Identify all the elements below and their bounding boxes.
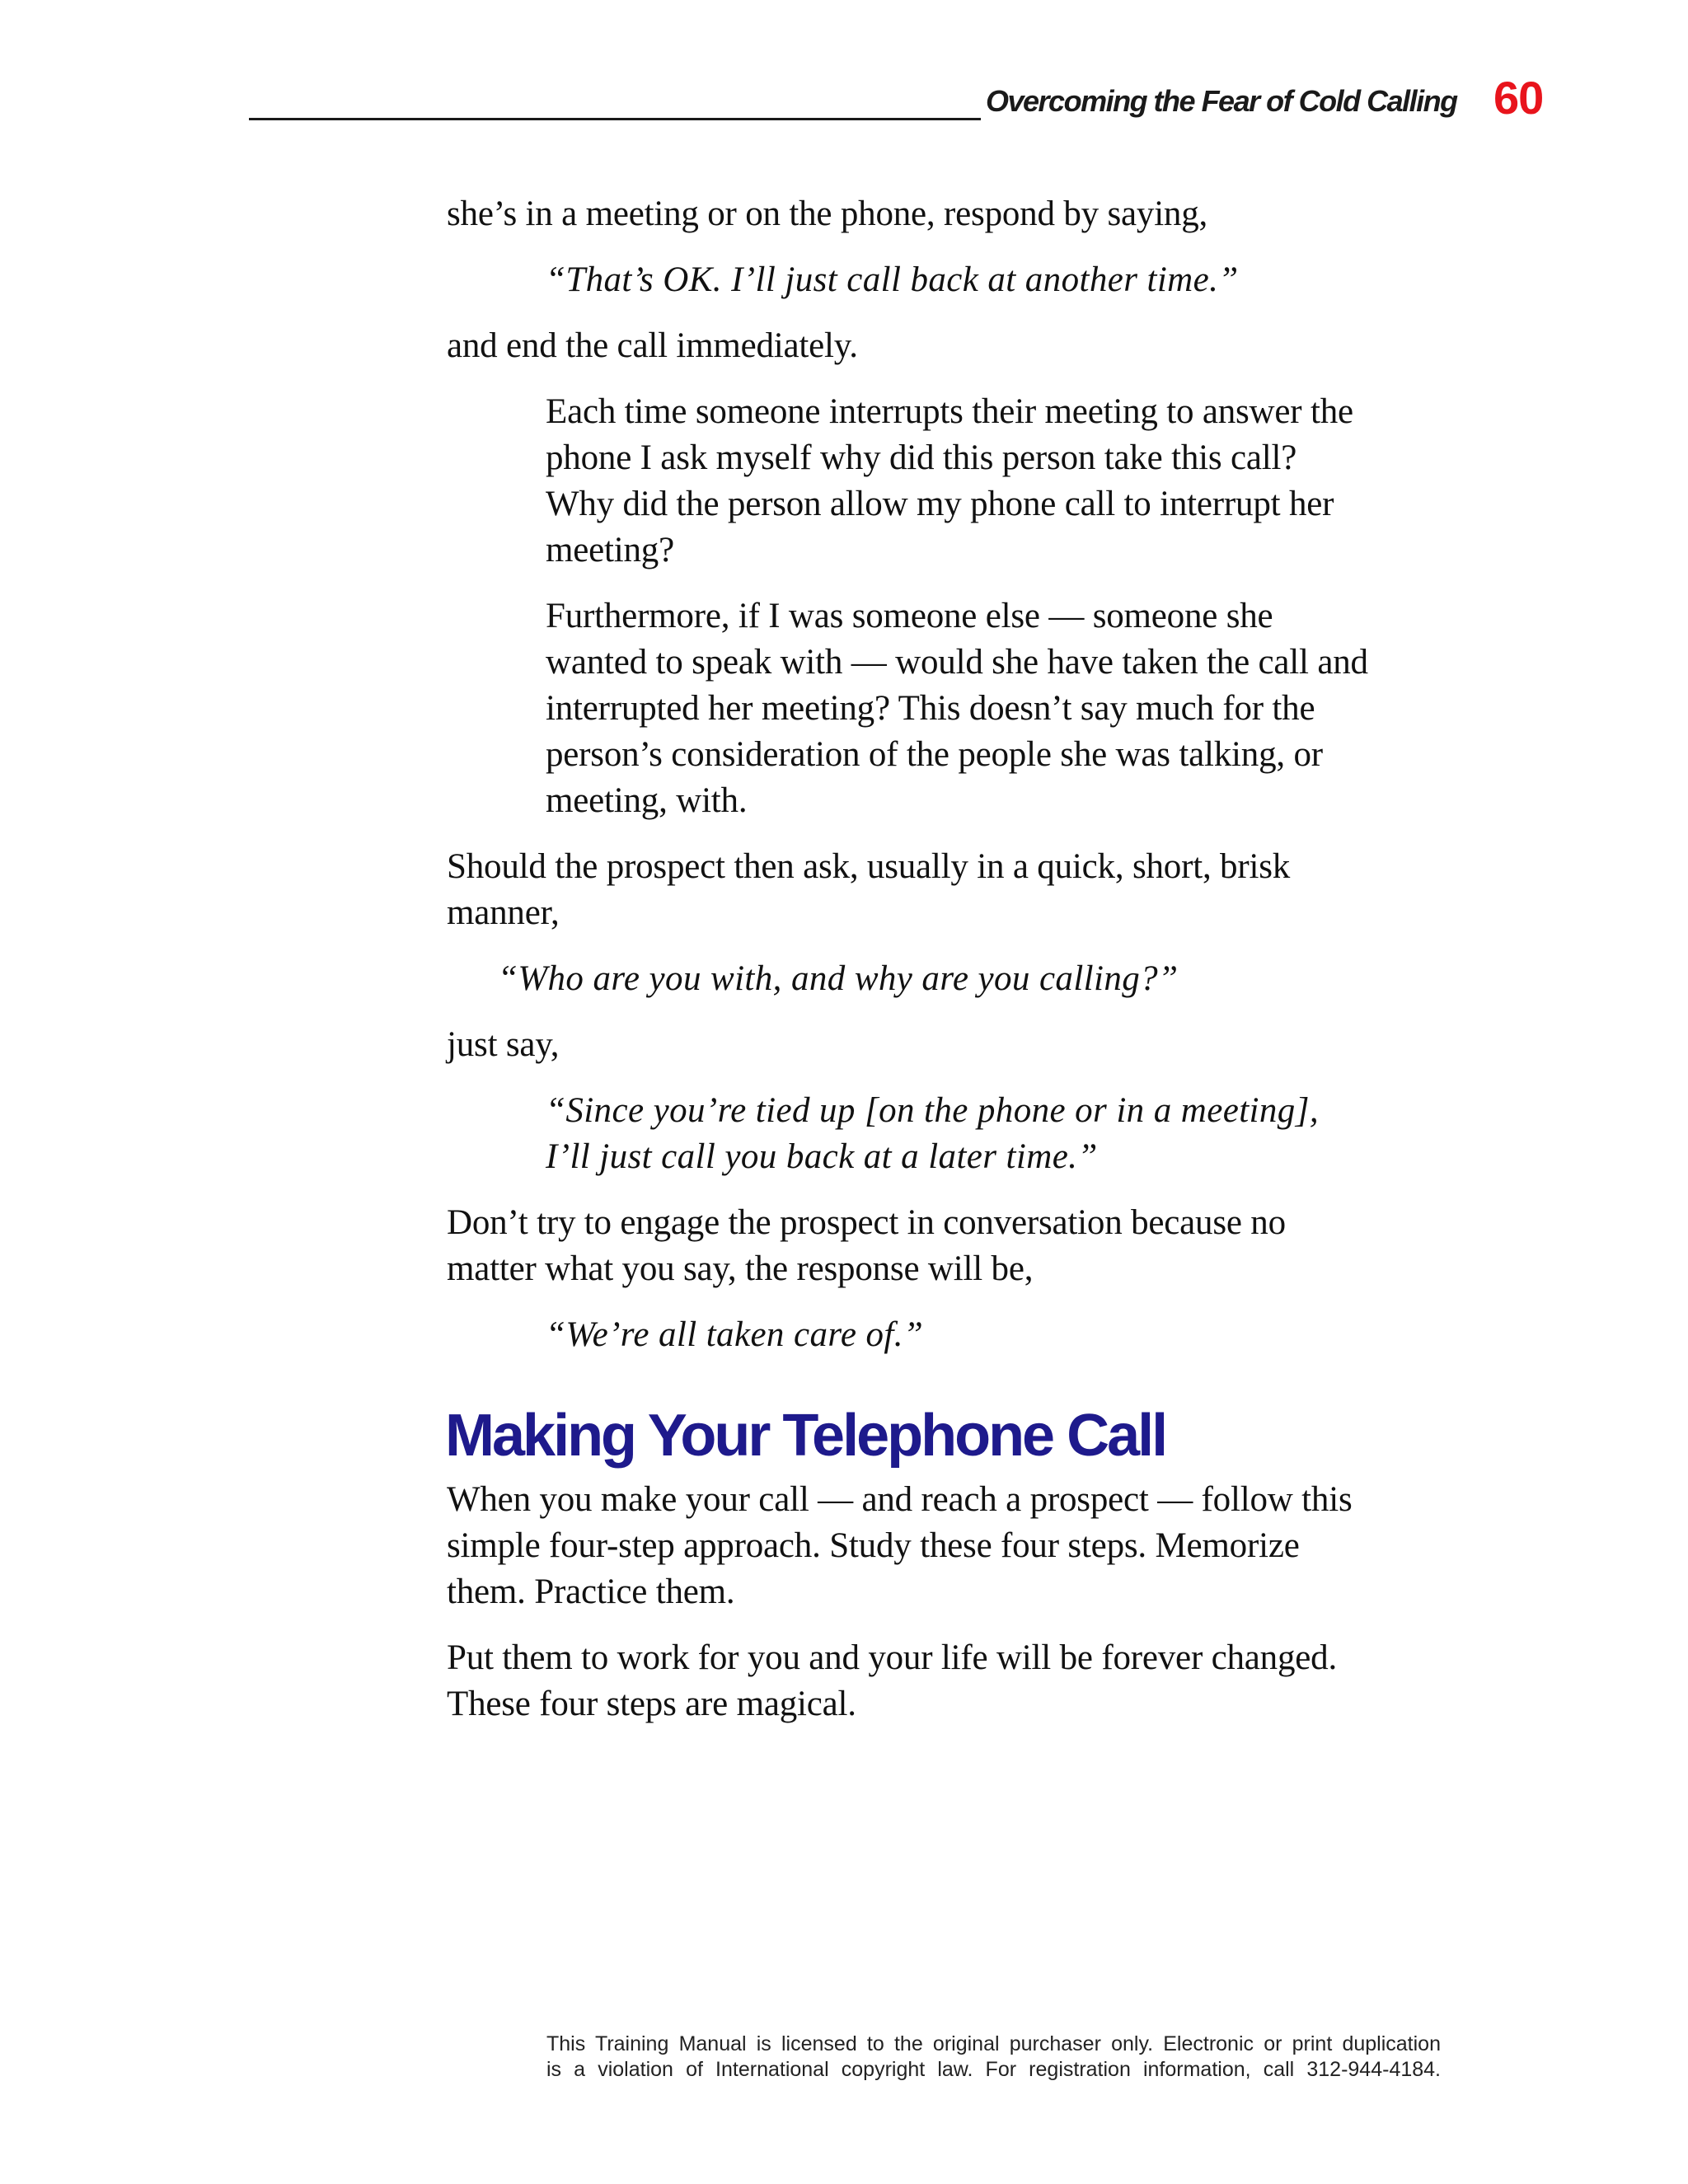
aside-1-line: Each time someone interrupts their meeting to answer the xyxy=(546,392,1353,431)
aside-2-line: interrupted her meeting? This doesn’t say much for the xyxy=(546,689,1315,728)
section-paragraph-2-line: These four steps are magical. xyxy=(447,1685,856,1723)
body-content xyxy=(447,191,1452,1747)
section-heading: Making Your Telephone Call xyxy=(445,1403,1166,1469)
quote-3 xyxy=(546,1088,1452,1180)
aside-2-line: wanted to speak with — would she have taken the call and xyxy=(546,643,1368,682)
quote-4: “We’re all taken care of.” xyxy=(546,1315,924,1354)
body-paragraph-5 xyxy=(447,1200,1452,1292)
quote-2: “Who are you with, and why are you calling?” xyxy=(498,959,1179,998)
paragraph-5-line: Don’t try to engage the prospect in conversation because no xyxy=(447,1203,1286,1242)
footer-line: This Training Manual is licensed to the original purchaser only. Electronic or print duplication xyxy=(546,2032,1441,2055)
quote-3-line: I’ll just call you back at a later time.” xyxy=(546,1137,1098,1176)
quote-3-line: “Since you’re tied up [on the phone or in a meeting], xyxy=(546,1091,1319,1130)
quote-1: “That’s OK. I’ll just call back at another time.” xyxy=(546,260,1239,299)
copyright-footer xyxy=(546,2032,1441,2083)
section-paragraph-1 xyxy=(447,1477,1452,1615)
body-paragraph-3 xyxy=(447,844,1452,936)
section-paragraph-1-line: them. Practice them. xyxy=(447,1572,735,1611)
section-paragraph-2-line: Put them to work for you and your life will be forever changed. xyxy=(447,1638,1338,1677)
aside-2-line: meeting, with. xyxy=(546,781,748,820)
page-number: 60 xyxy=(1493,72,1544,124)
body-paragraph-4: just say, xyxy=(447,1025,560,1064)
aside-1-line: Why did the person allow my phone call to interrupt her xyxy=(546,485,1334,523)
aside-2-line: Furthermore, if I was someone else — someone she xyxy=(546,597,1273,635)
aside-1-line: phone I ask myself why did this person take this call? xyxy=(546,438,1297,477)
section-paragraph-2 xyxy=(447,1635,1452,1727)
aside-paragraph-2 xyxy=(546,593,1452,824)
aside-2-line: person’s consideration of the people she was talking, or xyxy=(546,735,1323,774)
header-rule xyxy=(249,118,981,120)
paragraph-3-line: Should the prospect then ask, usually in a quick, short, brisk xyxy=(447,847,1291,886)
aside-paragraph-1 xyxy=(546,389,1452,574)
section-paragraph-1-line: simple four-step approach. Study these four steps. Memorize xyxy=(447,1526,1300,1565)
footer-line: is a violation of International copyright law. For registration information, call 312-944-4184. xyxy=(546,2058,1441,2081)
body-paragraph-2: and end the call immediately. xyxy=(447,326,858,365)
body-paragraph-1: she’s in a meeting or on the phone, respond by saying, xyxy=(447,194,1208,233)
section-paragraph-1-line: When you make your call — and reach a prospect — follow this xyxy=(447,1480,1353,1519)
aside-1-line: meeting? xyxy=(546,531,674,569)
paragraph-5-line: matter what you say, the response will be, xyxy=(447,1249,1034,1288)
paragraph-3-line: manner, xyxy=(447,893,560,932)
running-header-title: Overcoming the Fear of Cold Calling xyxy=(986,84,1457,118)
